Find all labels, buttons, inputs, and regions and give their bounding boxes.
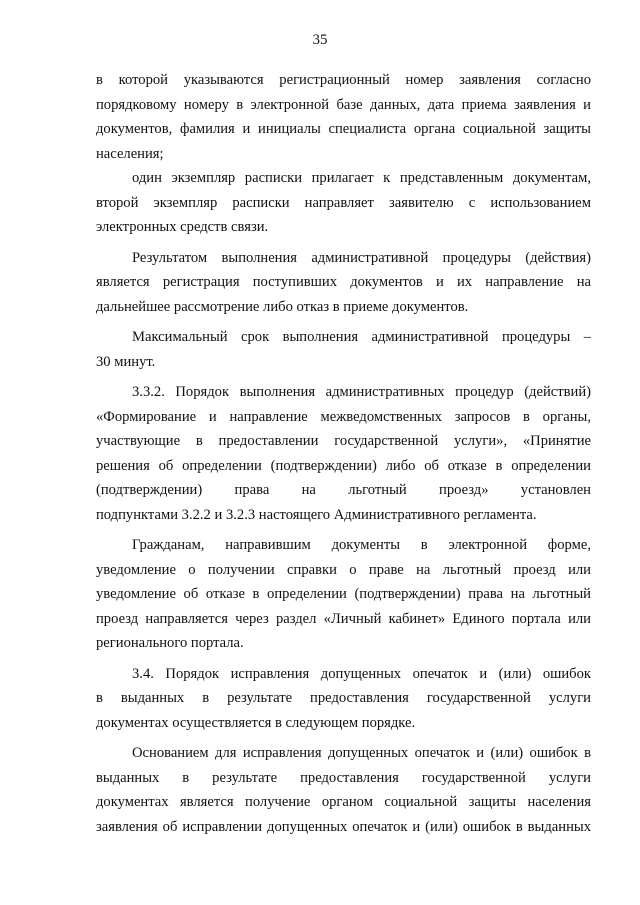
paragraph xyxy=(96,166,591,240)
text-line: 30 минут. xyxy=(96,353,156,370)
text-line: Результатом выполнения административной процедуры (действия) xyxy=(132,249,591,266)
page-number: 35 xyxy=(312,32,328,48)
text-line: решения об определении (подтверждении) либо об отказе в определении xyxy=(96,457,591,474)
document-body xyxy=(96,68,591,839)
text-line: Максимальный срок выполнения административной процедуры – xyxy=(132,329,591,345)
text-line: Основанием для исправления допущенных опечаток и (или) ошибок в xyxy=(132,745,591,761)
text-line: (подтверждении) права на льготный проезд» установлен xyxy=(96,482,591,498)
text-line: один экземпляр расписки прилагает к представленным документам, xyxy=(132,170,591,186)
text-line: 3.3.2. Порядок выполнения административных процедур (действий) xyxy=(132,384,591,400)
text-line: выданных в результате предоставления государственной услуги xyxy=(96,769,591,786)
paragraph xyxy=(96,380,591,527)
text-line: населения; xyxy=(96,145,164,162)
text-line: является регистрация поступивших документов и их направление на xyxy=(96,274,591,290)
paragraph xyxy=(96,533,591,656)
text-line: электронных средств связи. xyxy=(96,219,269,235)
text-line: «Формирование и направление межведомственных запросов в органы, xyxy=(96,408,591,425)
text-line: в выданных в результате предоставления государственной услуги xyxy=(96,690,591,706)
text-line: порядковому номеру в электронной базе данных, дата приема заявления и xyxy=(96,96,591,113)
text-line: документах осуществляется в следующем порядке. xyxy=(96,714,416,731)
text-line: уведомление об отказе в определении (подтверждении) права на льготный xyxy=(96,586,591,602)
text-line: документах является получение органом социальной защиты населения xyxy=(96,794,591,810)
text-line: участвующие в предоставлении государственной услуги», «Принятие xyxy=(96,433,591,449)
paragraph xyxy=(96,246,591,320)
paragraph xyxy=(96,68,591,166)
text-line: уведомление о получении справки о праве на льготный проезд или xyxy=(96,561,591,578)
text-line: Гражданам, направившим документы в электронной форме, xyxy=(132,537,591,553)
text-line: в которой указываются регистрационный номер заявления согласно xyxy=(96,72,591,88)
text-line: подпунктами 3.2.2 и 3.2.3 настоящего Административного регламента. xyxy=(96,506,537,523)
text-line: проезд направляется через раздел «Личный кабинет» Единого портала или xyxy=(96,610,591,627)
text-line: заявления об исправлении допущенных опечаток и (или) ошибок в выданных xyxy=(96,818,591,835)
text-line: 3.4. Порядок исправления допущенных опечаток и (или) ошибок xyxy=(132,665,591,682)
text-line: регионального портала. xyxy=(96,635,244,651)
text-line: дальнейшее рассмотрение либо отказ в приеме документов. xyxy=(96,298,469,315)
text-line: документов, фамилия и инициалы специалиста органа социальной защиты xyxy=(96,121,591,137)
paragraph xyxy=(96,662,591,736)
paragraph xyxy=(96,325,591,374)
text-line: второй экземпляр расписки направляет заявителю с использованием xyxy=(96,194,591,211)
paragraph xyxy=(96,741,591,839)
